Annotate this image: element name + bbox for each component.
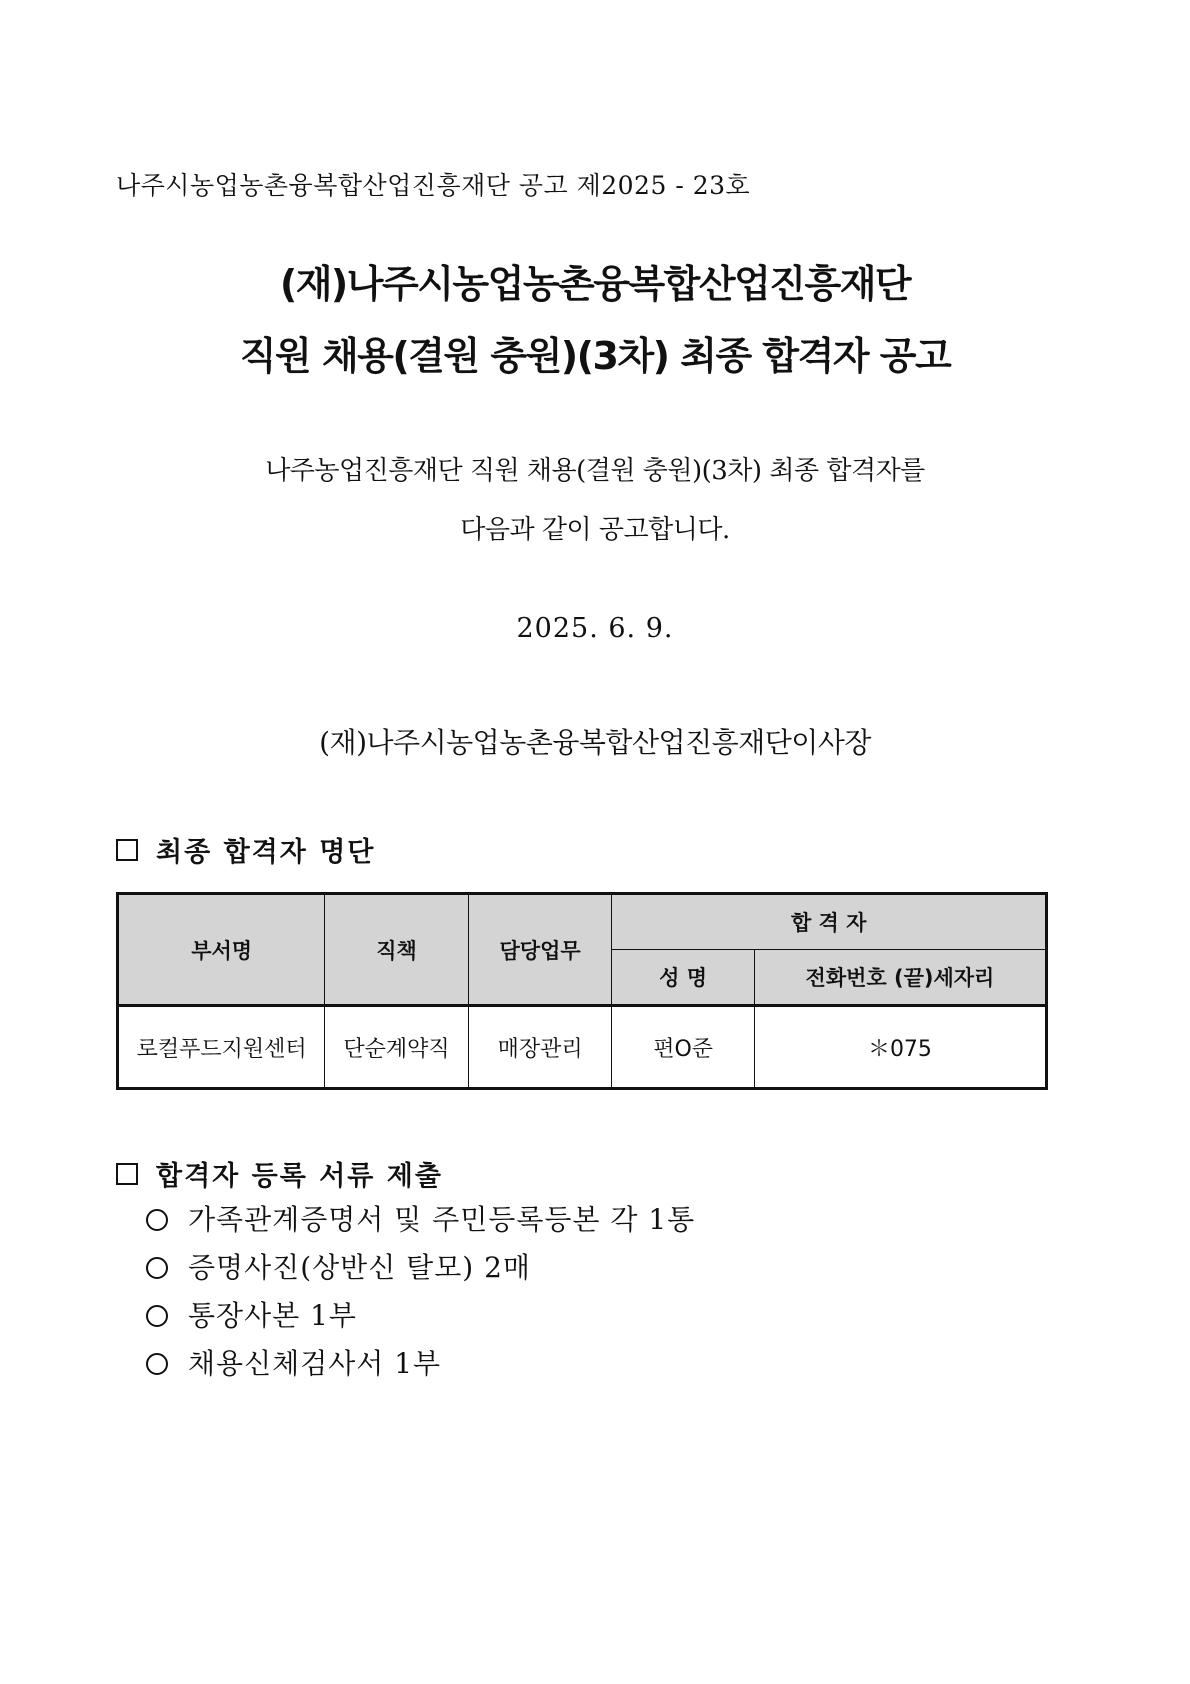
table-header-row bbox=[118, 894, 1047, 950]
header-passer: 합 격 자 bbox=[612, 894, 1047, 950]
header-name: 성 명 bbox=[612, 950, 755, 1006]
issuer-signature: (재)나주시농업농촌융복합산업진흥재단이사장 bbox=[319, 726, 871, 759]
cell-phone: ＊075 bbox=[754, 1006, 1046, 1089]
section-heading-text: 최종 합격자 명단 bbox=[156, 837, 376, 868]
cell-duty: 매장관리 bbox=[468, 1006, 612, 1089]
required-documents-list bbox=[146, 1196, 695, 1388]
list-item bbox=[146, 1340, 695, 1388]
section-heading-final-passers bbox=[116, 830, 375, 869]
circle-bullet-icon bbox=[146, 1209, 168, 1231]
list-item bbox=[146, 1196, 695, 1244]
list-item bbox=[146, 1292, 695, 1340]
section-heading-text: 합격자 등록 서류 제출 bbox=[156, 1161, 443, 1192]
list-item bbox=[146, 1244, 695, 1292]
table-row bbox=[118, 1006, 1047, 1089]
circle-bullet-icon bbox=[146, 1305, 168, 1327]
header-phone: 전화번호 (끝)세자리 bbox=[754, 950, 1046, 1006]
section-heading-documents bbox=[116, 1154, 443, 1193]
intro-line1: 나주농업진흥재단 직원 채용(결원 충원)(3차) 최종 합격자를 bbox=[265, 456, 925, 486]
header-department: 부서명 bbox=[118, 894, 325, 1006]
intro-line2: 다음과 같이 공고합니다. bbox=[460, 515, 730, 545]
checkbox-square-icon bbox=[116, 839, 138, 861]
list-item-text: 채용신체검사서 1부 bbox=[188, 1347, 442, 1380]
header-position: 직책 bbox=[325, 894, 469, 1006]
list-item-text: 통장사본 1부 bbox=[188, 1299, 357, 1332]
list-item-text: 가족관계증명서 및 주민등록등본 각 1통 bbox=[188, 1203, 696, 1236]
document-title-line2: 직원 채용(결원 충원)(3차) 최종 합격자 공고 bbox=[239, 334, 951, 378]
header-duty: 담당업무 bbox=[468, 894, 612, 1006]
list-item-text: 증명사진(상반신 탈모) 2매 bbox=[188, 1251, 531, 1284]
notice-number: 나주시농업농촌융복합산업진흥재단 공고 제2025 - 23호 bbox=[116, 171, 751, 200]
cell-name: 편O준 bbox=[612, 1006, 755, 1089]
circle-bullet-icon bbox=[146, 1257, 168, 1279]
document-title-line1: (재)나주시농업농촌융복합산업진흥재단 bbox=[279, 262, 911, 306]
checkbox-square-icon bbox=[116, 1163, 138, 1185]
passers-table bbox=[116, 892, 1048, 1090]
cell-position: 단순계약직 bbox=[325, 1006, 469, 1089]
circle-bullet-icon bbox=[146, 1353, 168, 1375]
cell-department: 로컬푸드지원센터 bbox=[118, 1006, 325, 1089]
announcement-date: 2025. 6. 9. bbox=[516, 613, 674, 644]
